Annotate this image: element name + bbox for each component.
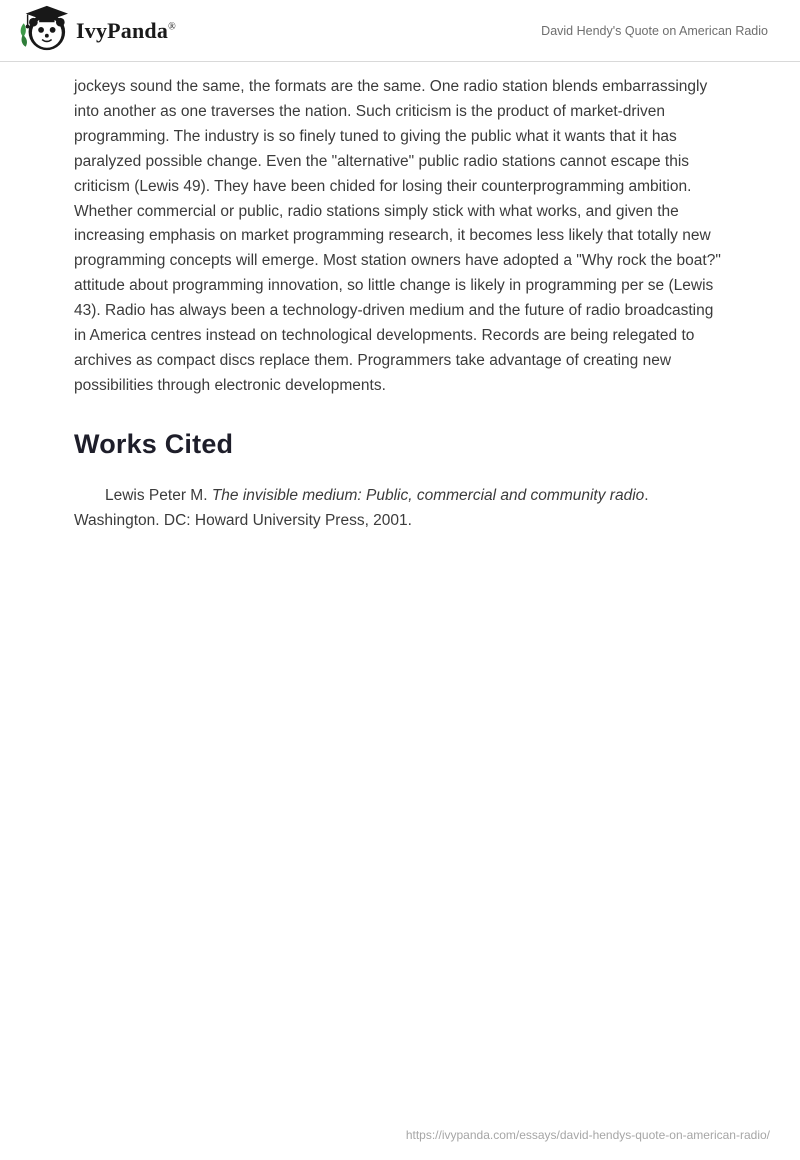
brand-name bbox=[76, 18, 176, 44]
source-url-link[interactable]: https://ivypanda.com/essays/david-hendys-quote-on-american-radio/ bbox=[405, 1128, 770, 1142]
page-footer bbox=[0, 1126, 770, 1144]
registered-mark: ® bbox=[168, 21, 176, 33]
ivypanda-logo[interactable] bbox=[18, 4, 176, 57]
works-cited-heading: Works Cited bbox=[74, 428, 234, 459]
document-title: David Hendy's Quote on American Radio bbox=[541, 23, 768, 38]
citation-entry bbox=[74, 484, 726, 534]
citation-author: Lewis Peter M. bbox=[105, 486, 212, 504]
page-header bbox=[0, 0, 800, 62]
essay-paragraph: jockeys sound the same, the formats are the same. One radio station blends embarrassingly into another as one traverses the nation. Such criticism is the product of market-driven programming. The industry is so finely tuned to giving the public what it wants that it has paralyzed possible change. Even the "alternative" public radio stations cannot escape this criticism (Lewis 49). They have been chided for losing their counterprogramming ambition. Whether commercial or public, radio stations simply stick with what works, and given the increasing emphasis on market programming research, it becomes less likely that totally new programming concepts will emerge. Most station owners have adopted a "Why rock the boat?" attitude about programming innovation, so little change is likely in programming per se (Lewis 43). Radio has always been a technology-driven medium and the future of radio broadcasting in America centres instead on technological developments. Records are being relegated to archives as compact discs replace them. Programmers take advantage of creating new possibilities through electronic developments. bbox=[74, 78, 721, 394]
citation-publisher: . Washington. DC: Howard University Press, 2001. bbox=[74, 486, 649, 529]
citation-title: The invisible medium: Public, commercial and community radio bbox=[211, 486, 645, 504]
panda-logo-icon bbox=[18, 4, 68, 57]
essay-content bbox=[0, 62, 800, 534]
brand-text: IvyPanda bbox=[76, 17, 169, 43]
